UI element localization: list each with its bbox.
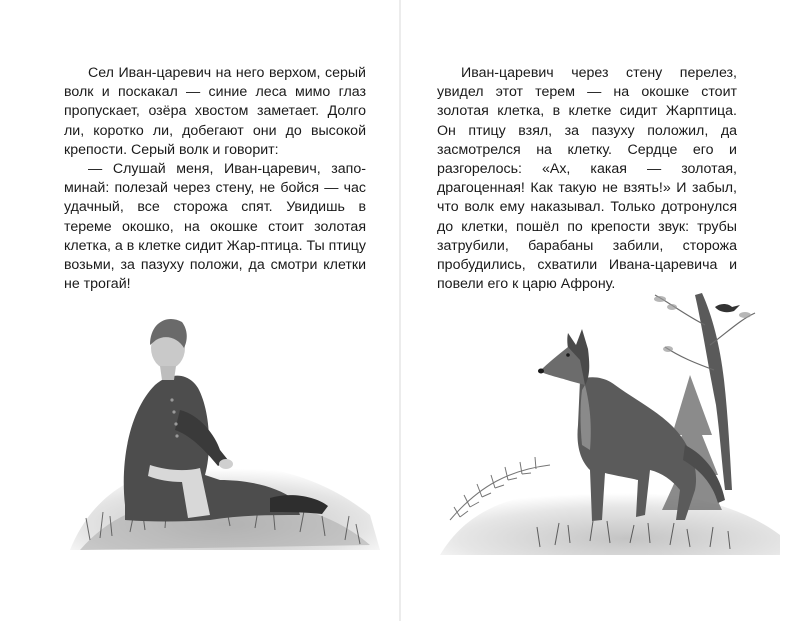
paragraph: Сел Иван-царевич на него верхом, серый волк и поскакал — синие леса мимо глаз пропускает, озёра хвостом заметает. Долго ли, коротко ли, добегают они до высокой крепости. Серый волк и говорит: (64, 65, 366, 158)
illustration-grey-wolf (440, 285, 780, 555)
right-page (400, 0, 800, 621)
illustration-ivan-tsarevich (70, 300, 380, 550)
paragraph: — Слушай меня, Иван-царевич, запоминай: полезай через стену, не бойся — час удачный, все сторожа спят. Увидишь в тереме окошко, на окошке стоит золотая клетка, а в клетке сидит Жар-птица. Ты птицу возьми, за пазуху положи, да смотри клетки не трогай! (64, 161, 366, 293)
left-page-text (64, 64, 366, 294)
paragraph: Иван-царевич через стену перелез, увидел этот терем — на окошке стоит золотая клетка, в клетке сидит Жарптица. Он птицу взял, за пазуху положил, да засмотрелся на клетку. Сердце его и разгорелось: «Ах, какая — золотая, драгоценная! Как такую не взять!» И забыл, что волк ему наказывал. Только дотронулся до клетки, пошёл по крепости звук: трубы затрубили, барабаны забили, сторожа пробудились, схватили Ивана-царевича и повели его к царю Афрону. (437, 65, 737, 293)
right-page-text (437, 64, 737, 294)
